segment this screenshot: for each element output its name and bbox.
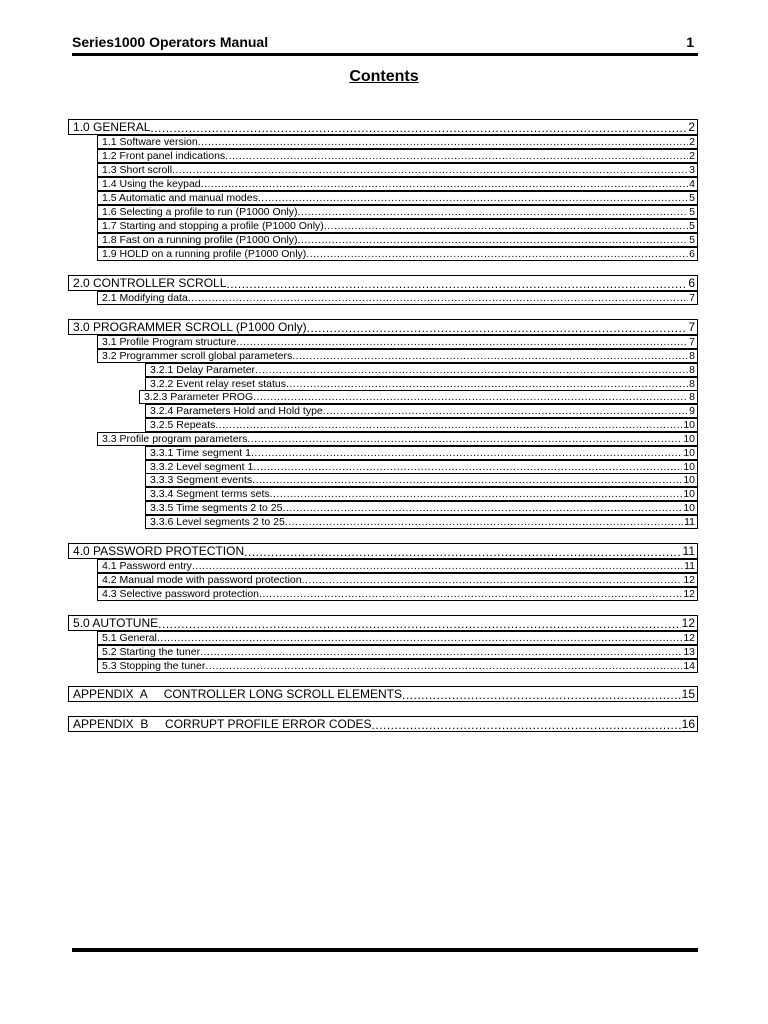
toc-entry-page: 5 [689,192,695,204]
toc-entry[interactable] [145,501,698,515]
toc-leader-dots [402,689,681,701]
toc-entry-label: 4.3 Selective password protection [102,588,260,600]
toc-entry-label: 5.1 General [102,632,157,644]
toc-leader-dots [226,278,687,290]
toc-entry-page: 2 [689,136,695,148]
toc-entry[interactable] [97,335,698,349]
toc-entry-label: 1.1 Software version [102,136,198,148]
toc-entry-page: 7 [689,292,695,304]
toc-entry-page: 8 [689,364,695,376]
toc-leader-dots [192,560,683,572]
toc-entry-page: 10 [683,488,695,500]
toc-entry-label: 2.0 CONTROLLER SCROLL [73,276,227,290]
toc-entry-label: 1.3 Short scroll [102,164,173,176]
toc-entry-page: 9 [689,405,695,417]
toc-entry[interactable] [97,247,698,261]
toc-leader-dots [188,292,688,304]
toc-entry[interactable] [97,233,698,247]
toc-entry-page: 2 [689,150,695,162]
document-title: Contents [349,68,419,85]
toc-entry-page: 7 [688,320,695,334]
header-title: Series1000 Operators Manual [72,34,269,50]
toc-entry-label: 3.2.2 Event relay reset status [150,378,286,390]
footer-rule [72,948,698,952]
toc-entry[interactable] [68,275,698,291]
toc-entry[interactable] [97,573,698,587]
toc-entry[interactable] [97,587,698,601]
toc-entry[interactable] [97,432,698,446]
toc-leader-dots [157,632,682,644]
toc-entry-label: 3.3 Profile program parameters [102,433,248,445]
toc-leader-dots [236,336,688,348]
toc-entry[interactable] [97,191,698,205]
toc-entry-label: 1.8 Fast on a running profile (P1000 Only) [102,234,298,246]
header-page-number: 1 [686,34,694,50]
toc-entry-label: 3.3.4 Segment terms sets [150,488,270,500]
toc-entry-label: 5.2 Starting the tuner [102,646,201,658]
toc-leader-dots [298,206,689,218]
toc-entry-page: 12 [683,588,695,600]
toc-entry[interactable] [145,487,698,501]
toc-leader-dots [201,178,689,190]
toc-entry[interactable] [145,377,698,391]
toc-leader-dots [225,150,688,162]
toc-entry-label: 3.0 PROGRAMMER SCROLL (P1000 Only) [73,320,307,334]
toc-entry-label: 3.3.2 Level segment 1 [150,461,254,473]
toc-entry-label: APPENDIX A CONTROLLER LONG SCROLL ELEMENTS [73,687,402,701]
toc-entry[interactable] [97,149,698,163]
toc-entry-label: 3.1 Profile Program structure [102,336,237,348]
toc-entry[interactable] [145,460,698,474]
header-rule [72,53,698,56]
toc-entry[interactable] [68,543,698,559]
toc-entry-label: 5.0 AUTOTUNE [73,616,159,630]
toc-leader-dots [244,546,681,558]
toc-entry[interactable] [97,559,698,573]
toc-entry-label: 1.7 Starting and stopping a profile (P1000 Only) [102,220,324,232]
toc-leader-dots [200,646,682,658]
toc-entry-page: 10 [683,419,695,431]
toc-entry-page: 5 [689,234,695,246]
toc-leader-dots [324,220,688,232]
toc-entry-page: 14 [683,660,695,672]
toc-entry-page: 3 [689,164,695,176]
toc-entry[interactable] [145,404,698,418]
toc-entry-label: 2.1 Modifying data [102,292,188,304]
toc-leader-dots [150,122,687,134]
toc-entry-page: 10 [683,447,695,459]
toc-entry-label: 1.5 Automatic and manual modes [102,192,258,204]
toc-entry-label: 1.4 Using the keypad [102,178,201,190]
toc-leader-dots [252,474,682,486]
toc-leader-dots [283,502,683,514]
toc-entry-page: 15 [681,687,695,701]
toc-entry[interactable] [97,631,698,645]
toc-entry-page: 4 [689,178,695,190]
toc-entry-label: 4.2 Manual mode with password protection [102,574,302,586]
toc-entry-page: 13 [683,646,695,658]
toc-entry-label: 3.2.4 Parameters Hold and Hold type [150,405,323,417]
toc-entry[interactable] [97,163,698,177]
toc-entry-page: 2 [688,120,695,134]
toc-leader-dots [372,719,681,731]
toc-entry-page: 12 [683,574,695,586]
toc-entry-page: 7 [689,336,695,348]
toc-entry-page: 8 [689,350,695,362]
toc-entry-page: 6 [689,248,695,260]
toc-leader-dots [307,322,688,334]
toc-leader-dots [253,461,682,473]
toc-entry-label: 3.3.5 Time segments 2 to 25 [150,502,283,514]
toc-entry-page: 5 [689,220,695,232]
toc-entry-label: 3.3.3 Segment events [150,474,253,486]
toc-entry-page: 11 [684,516,695,528]
toc-entry[interactable] [145,515,698,529]
toc-leader-dots [306,248,688,260]
toc-entry[interactable] [97,349,698,363]
toc-entry[interactable] [68,615,698,631]
toc-entry-page: 16 [681,717,695,731]
toc-leader-dots [302,574,683,586]
toc-leader-dots [298,234,689,246]
toc-entry-label: 1.9 HOLD on a running profile (P1000 Only) [102,248,307,260]
toc-entry[interactable] [68,716,698,732]
toc-leader-dots [286,378,688,390]
toc-entry-page: 10 [683,433,695,445]
toc-entry[interactable] [97,205,698,219]
toc-entry-label: APPENDIX B CORRUPT PROFILE ERROR CODES [73,717,372,731]
toc-entry[interactable] [139,390,698,404]
toc-entry-page: 6 [688,276,695,290]
toc-entry-label: 4.0 PASSWORD PROTECTION [73,544,245,558]
toc-leader-dots [292,350,688,362]
toc-entry-page: 8 [689,391,695,403]
toc-entry-label: 1.2 Front panel indications [102,150,226,162]
toc-entry[interactable] [97,219,698,233]
toc-entry-page: 5 [689,206,695,218]
toc-leader-dots [251,447,682,459]
toc-leader-dots [285,516,683,528]
toc-entry-page: 11 [684,560,695,572]
toc-entry-label: 3.2.3 Parameter PROG [144,391,254,403]
toc-entry[interactable] [68,119,698,135]
toc-leader-dots [205,660,682,672]
toc-entry-page: 12 [681,616,695,630]
toc-entry-label: 5.3 Stopping the tuner [102,660,206,672]
toc-entry[interactable] [145,418,698,432]
toc-entry-label: 1.6 Selecting a profile to run (P1000 Only) [102,206,298,218]
toc-entry[interactable] [145,473,698,487]
toc-entry-page: 11 [682,544,695,558]
toc-entry-page: 10 [683,502,695,514]
toc-entry-label: 1.0 GENERAL [73,120,151,134]
toc-entry-page: 8 [689,378,695,390]
toc-leader-dots [215,419,682,431]
toc-entry[interactable] [97,135,698,149]
toc-entry-label: 3.2.5 Repeats [150,419,216,431]
toc-entry-label: 3.3.6 Level segments 2 to 25 [150,516,285,528]
toc-entry[interactable] [145,446,698,460]
toc-leader-dots [158,618,681,630]
toc-entry-label: 4.1 Password entry [102,560,192,572]
toc-leader-dots [198,136,688,148]
toc-leader-dots [247,433,682,445]
toc-entry-page: 10 [683,461,695,473]
toc-leader-dots [270,488,683,500]
toc-entry-page: 10 [683,474,695,486]
toc-leader-dots [172,164,688,176]
toc-leader-dots [253,391,688,403]
running-header [72,34,698,52]
toc-entry-label: 3.2.1 Delay Parameter [150,364,256,376]
toc-entry[interactable] [97,645,698,659]
toc-entry-page: 12 [683,632,695,644]
toc-entry[interactable] [97,177,698,191]
toc-leader-dots [255,364,688,376]
toc-entry[interactable] [97,291,698,305]
toc-entry-label: 3.3.1 Time segment 1 [150,447,251,459]
toc-entry[interactable] [145,363,698,377]
toc-entry[interactable] [97,659,698,673]
toc-entry[interactable] [68,319,698,335]
toc-leader-dots [323,405,688,417]
toc-entry-label: 3.2 Programmer scroll global parameters [102,350,293,362]
toc-leader-dots [259,588,682,600]
toc-leader-dots [258,192,688,204]
toc-entry[interactable] [68,686,698,702]
